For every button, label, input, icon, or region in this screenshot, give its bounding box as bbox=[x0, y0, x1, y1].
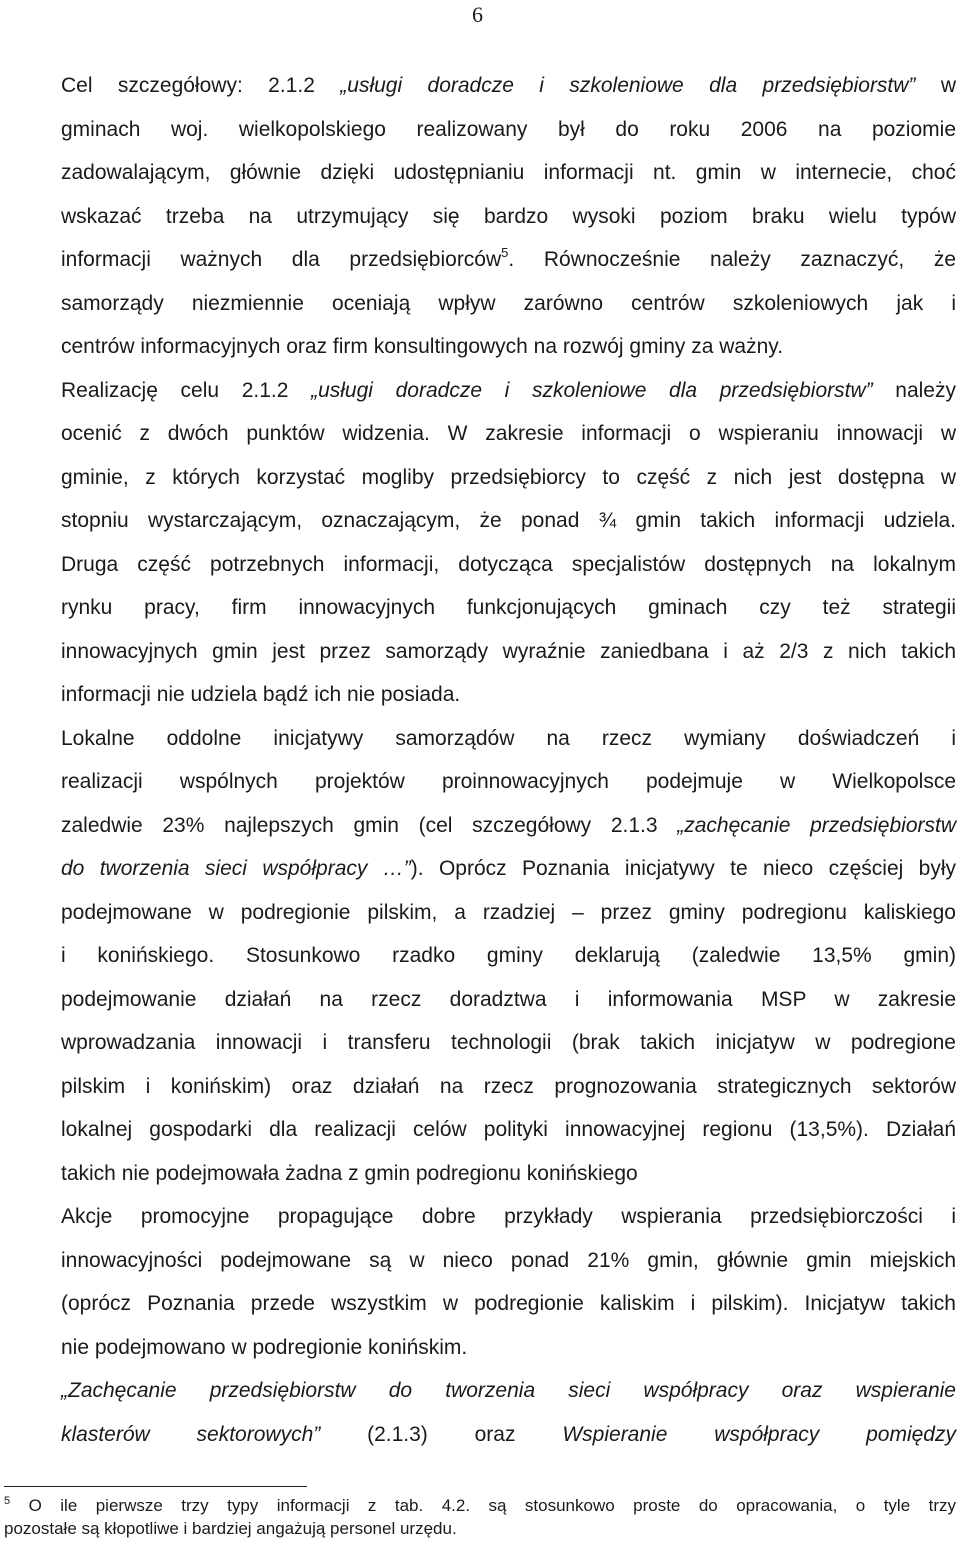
text-line: informacji ważnych dla przedsiębiorców$^5$. Równocześnie należy zaznaczyć, że bbox=[61, 245, 956, 271]
text-line: Druga część potrzebnych informacji, dotycząca specjalistów dostępnych na lokalnym bbox=[61, 552, 956, 576]
text-line: nie podejmowano w podregionie konińskim. bbox=[61, 1335, 468, 1359]
text-line: (oprócz Poznania przede wszystkim w podregionie kaliskim i pilskim). Inicjatyw takich bbox=[61, 1292, 956, 1315]
text-line bbox=[4, 1369, 956, 1413]
text-line: podejmowanie działań na rzecz doradztwa i informowania MSP w zakresie bbox=[61, 987, 956, 1011]
text-line: informacji nie udziela bądź ich nie posiada. bbox=[61, 683, 461, 706]
goal-title: do tworzenia sieci współpracy …” bbox=[61, 857, 411, 880]
footnote-reference: 5 bbox=[501, 245, 509, 260]
text-line: wprowadzania innowacji i transferu technologii (brak takich inicjatyw w podregione bbox=[61, 1031, 956, 1054]
section-title: Wspieranie współpracy pomiędzy bbox=[562, 1422, 956, 1446]
text-line: Akcje promocyjne propagujące dobre przykłady wspierania przedsiębiorczości i bbox=[61, 1205, 956, 1228]
text-line: podejmowane w podregionie pilskim, a rzadziej – przez gminy podregionu kaliskiego bbox=[61, 900, 956, 924]
text-line: innowacyjności podejmowane są w nieco ponad 21% gmin, głównie gmin miejskich bbox=[61, 1248, 956, 1272]
text-line: centrów informacyjnych oraz firm konsultingowych na rozwój gminy za ważny. bbox=[61, 335, 784, 358]
section-title: „Zachęcanie przedsiębiorstw do tworzenia sieci współpracy oraz wspieranie bbox=[61, 1379, 956, 1402]
text-line: Lokalne oddolne inicjatywy samorządów na rzecz wymiany doświadczeń i bbox=[61, 726, 956, 750]
goal-title: „usługi doradcze i szkoleniowe dla przedsiębiorstw” bbox=[311, 378, 873, 402]
text-line: do tworzenia sieci współpracy …”). Oprócz Poznania inicjatywy te nieco częściej były bbox=[61, 857, 956, 880]
text-line: klasterów sektorowych” (2.1.3) oraz Wspieranie współpracy pomiędzy bbox=[61, 1422, 956, 1446]
footnote-separator bbox=[4, 1486, 307, 1487]
paragraph-1 bbox=[4, 64, 956, 369]
page-number: 6 bbox=[472, 2, 483, 27]
text-line: Realizację celu 2.1.2 „usługi doradcze i szkoleniowe dla przedsiębiorstw” należy bbox=[61, 378, 956, 402]
footnote-mark: 5 bbox=[4, 1495, 11, 1507]
text-line: realizacji wspólnych projektów proinnowacyjnych podejmuje w Wielkopolsce bbox=[61, 770, 956, 793]
text-line: Cel szczegółowy: 2.1.2 „usługi doradcze i szkoleniowe dla przedsiębiorstw” w bbox=[61, 74, 956, 97]
paragraph-2 bbox=[4, 369, 956, 717]
text-line: gminach woj. wielkopolskiego realizowany był do roku 2006 na poziomie bbox=[61, 117, 956, 141]
text-line: takich nie podejmowała żadna z gmin podregionu konińskiego bbox=[61, 1161, 638, 1185]
text-line: zaledwie 23% najlepszych gmin (cel szczegółowy 2.1.3 „zachęcanie przedsiębiorstw bbox=[61, 813, 957, 837]
text-line: rynku pracy, firm innowacyjnych funkcjonujących gminach czy też strategii bbox=[61, 596, 956, 619]
paragraph-4 bbox=[4, 1195, 956, 1369]
text-line: wskazać trzeba na utrzymujący się bardzo wysoki poziom braku wielu typów bbox=[61, 204, 956, 228]
text-line: lokalnej gospodarki dla realizacji celów polityki innowacyjnej regionu (13,5%). Działań bbox=[61, 1118, 956, 1141]
text-line: innowacyjnych gmin jest przez samorządy wyraźnie zaniedbana i aż 2/3 z nich takich bbox=[61, 639, 956, 663]
text-line: stopniu wystarczającym, oznaczającym, że ponad ¾ gmin takich informacji udziela. bbox=[61, 509, 956, 532]
footnote-line: pozostałe są kłopotliwe i bardziej angażują personel urzędu. bbox=[4, 1519, 457, 1538]
text-line: samorządy niezmiennie oceniają wpływ zarówno centrów szkoleniowych jak i bbox=[61, 291, 956, 315]
footnote-line: $^5$ O ile pierwsze trzy typy informacji z tab. 4.2. są stosunkowo proste do opracowania, o tyle trzy bbox=[4, 1495, 956, 1515]
text-line: i konińskiego. Stosunkowo rzadko gminy deklarują (zaledwie 13,5% gmin) bbox=[61, 944, 956, 967]
text-line: zadowalającym, głównie dzięki udostępnianiu informacji nt. gmin w internecie, choć bbox=[61, 161, 956, 184]
text-line: ocenić z dwóch punktów widzenia. W zakresie informacji o wspieraniu innowacji w bbox=[61, 422, 956, 445]
text-line: pilskim i konińskim) oraz działań na rzecz prognozowania strategicznych sektorów bbox=[61, 1074, 956, 1098]
footnote bbox=[4, 1494, 956, 1540]
goal-title: „usługi doradcze i szkoleniowe dla przedsiębiorstw” bbox=[340, 74, 916, 97]
main-text bbox=[4, 64, 956, 1456]
paragraph-5 bbox=[4, 1369, 956, 1456]
goal-title: „zachęcanie przedsiębiorstw bbox=[677, 813, 957, 837]
section-title: klasterów sektorowych” bbox=[61, 1422, 321, 1446]
text-line: gminie, z których korzystać mogliby przedsiębiorcy to część z nich jest dostępna w bbox=[61, 465, 956, 489]
paragraph-3 bbox=[4, 717, 956, 1196]
